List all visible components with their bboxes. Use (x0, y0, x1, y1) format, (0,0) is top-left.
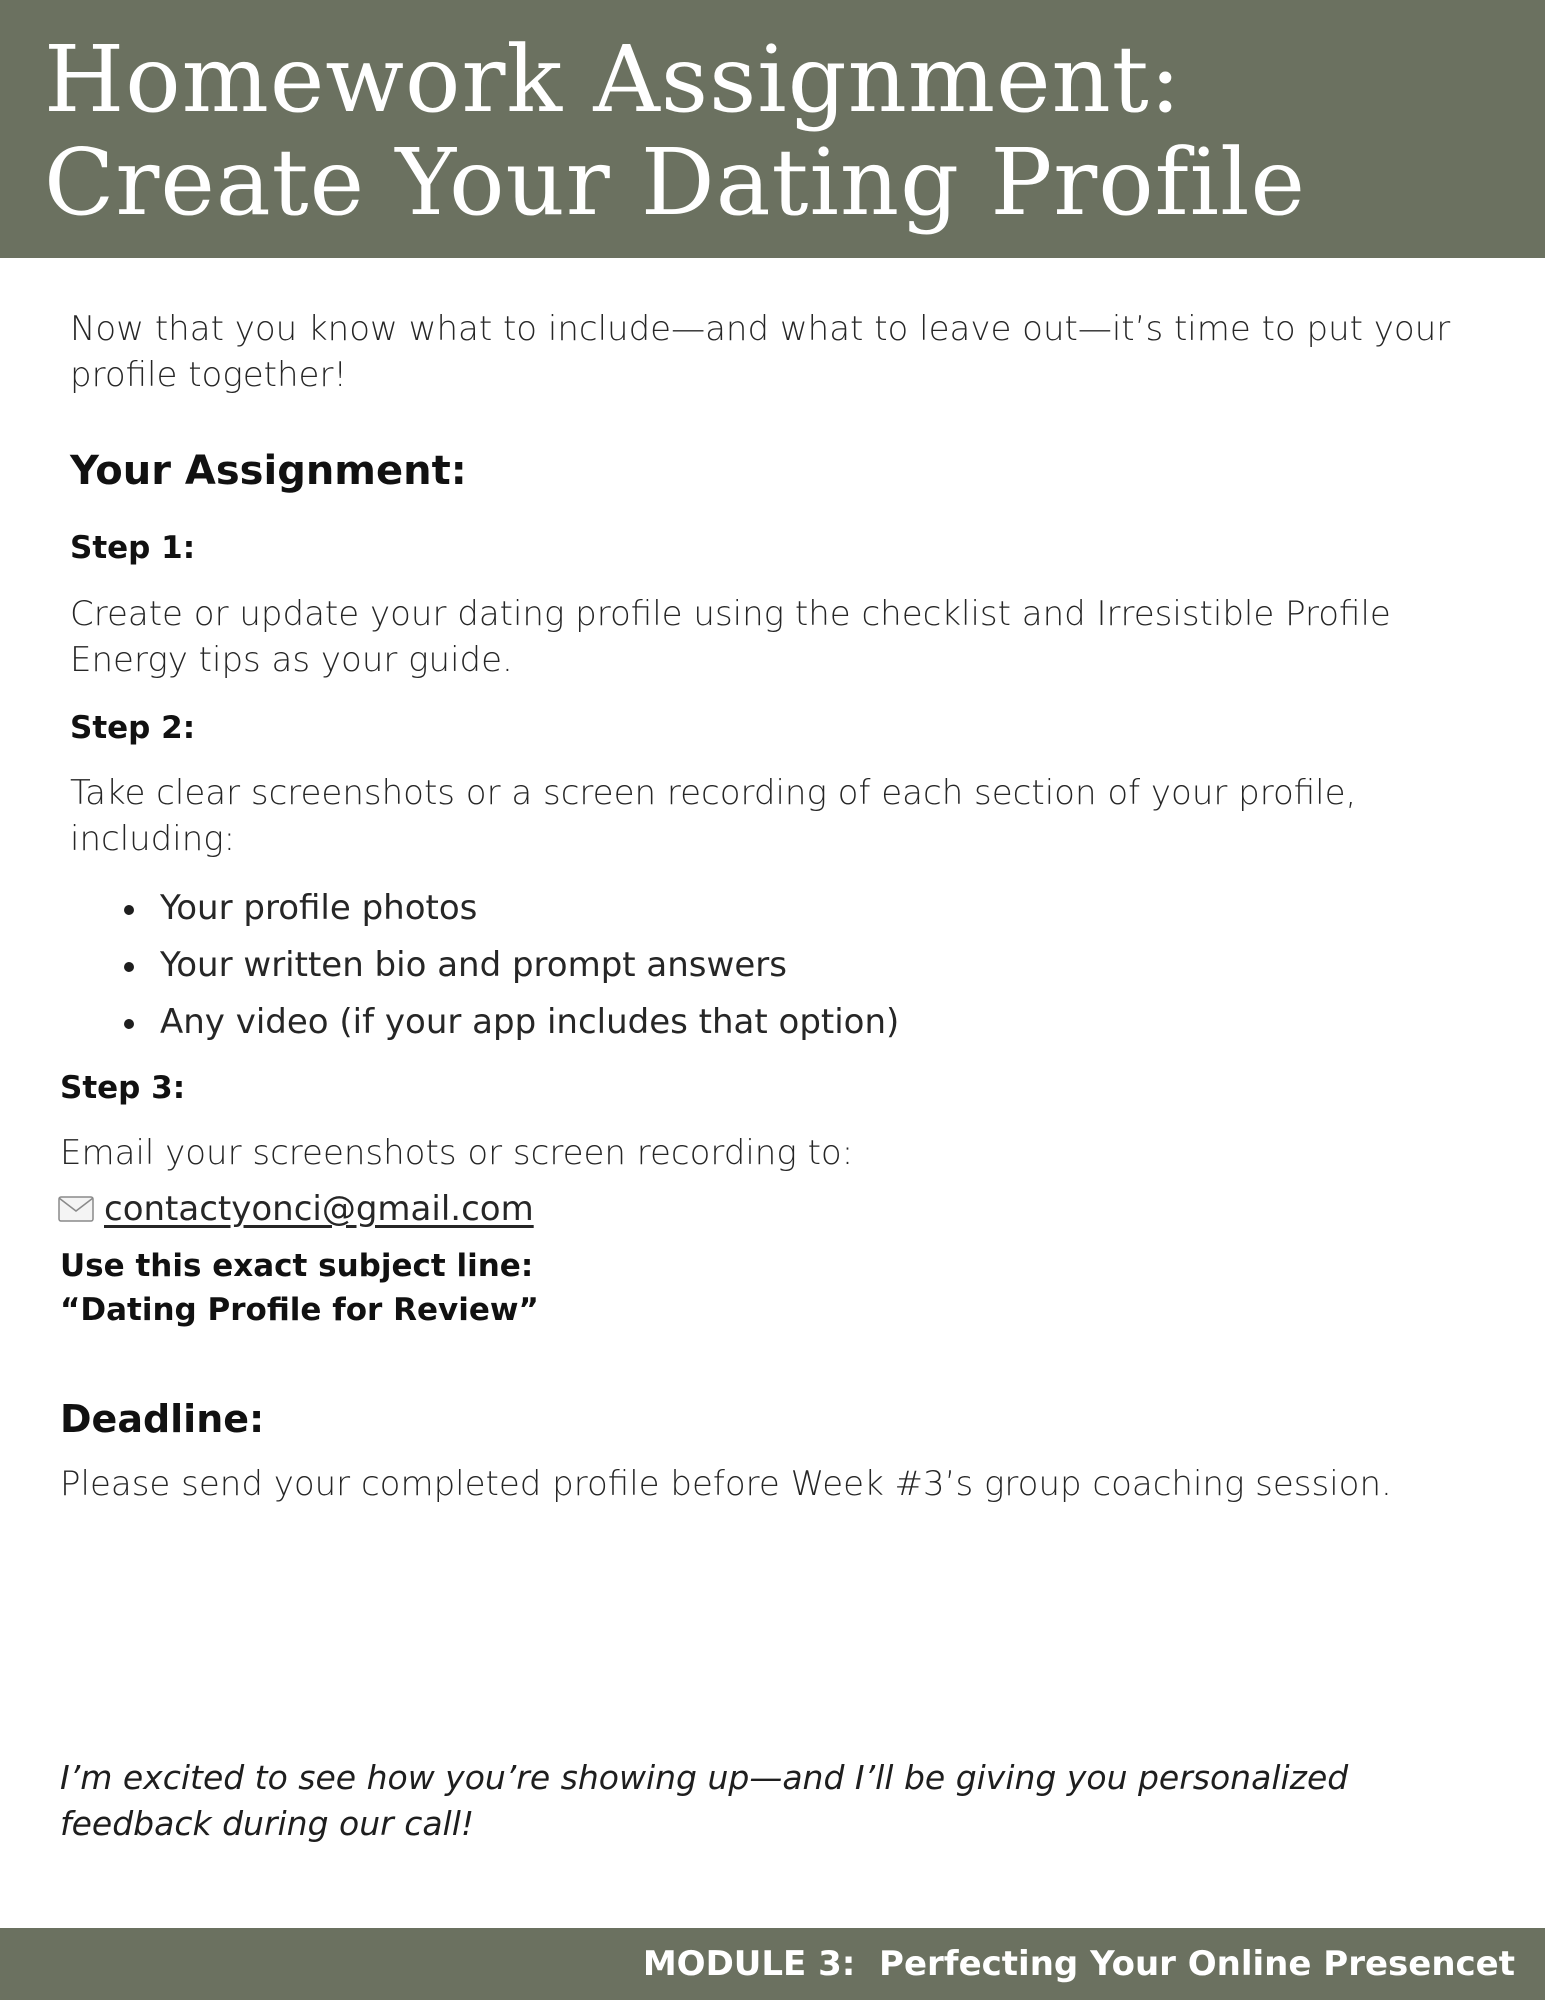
envelope-icon (58, 1196, 94, 1222)
step-2-list (112, 880, 899, 1051)
footer-module-label: MODULE 3: Perfecting Your Online Presencet (642, 1944, 1515, 1984)
assignment-heading: Your Assignment: (70, 448, 467, 494)
subject-line-label: Use this exact subject line: (60, 1248, 534, 1284)
closing-message: I’m excited to see how you’re showing up—and I’ll be giving you personalized feedback during our call! (60, 1758, 1349, 1843)
header-banner (0, 0, 1545, 258)
intro-paragraph: Now that you know what to include—and what to leave out—it’s time to put your profile together! (70, 309, 1451, 395)
list-item: Your written bio and prompt answers (112, 937, 899, 994)
deadline-text: Please send your completed profile before Week #3’s group coaching session. (60, 1464, 1392, 1504)
deadline-heading: Deadline: (60, 1397, 265, 1441)
step-3-text: Email your screenshots or screen recording to: (60, 1133, 854, 1173)
step-2-text: Take clear screenshots or a screen recording of each section of your profile, including: (70, 773, 1357, 859)
email-link[interactable]: contactyonci@gmail.com (104, 1189, 534, 1229)
step-1-label: Step 1: (70, 530, 196, 566)
step-2-label: Step 2: (70, 710, 196, 746)
list-item: Your profile photos (112, 880, 899, 937)
subject-line-text: “Dating Profile for Review” (60, 1292, 539, 1328)
page-title-line-1: Homework Assignment: (44, 26, 1182, 133)
page-title-line-2: Create Your Dating Profile (44, 129, 1306, 236)
list-item: Any video (if your app includes that option) (112, 994, 899, 1051)
step-3-label: Step 3: (60, 1070, 186, 1106)
email-row (58, 1186, 534, 1232)
footer-banner (0, 1928, 1545, 2000)
step-1-text: Create or update your dating profile using the checklist and Irresistible Profile Energy tips as your guide. (70, 594, 1391, 680)
page-title (44, 28, 1306, 234)
